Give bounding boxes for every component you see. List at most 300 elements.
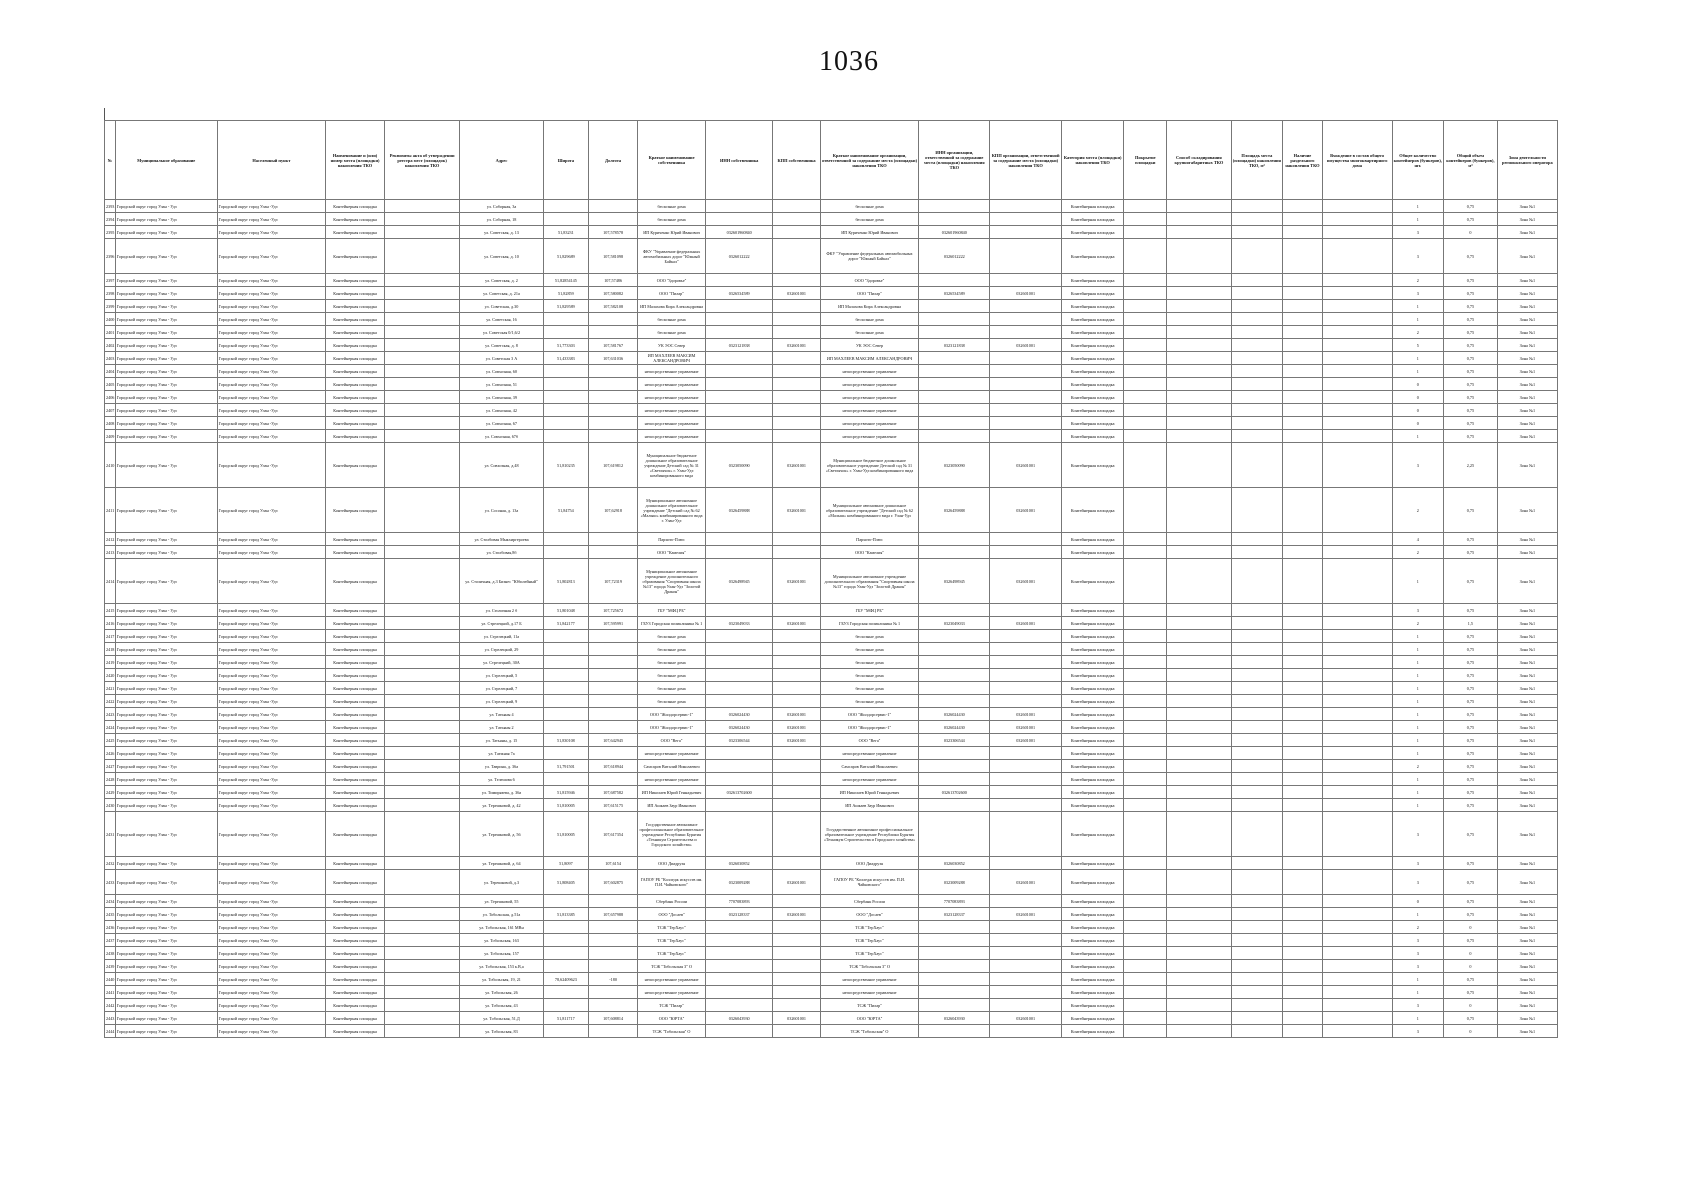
table-cell: 78,62409623: [543, 973, 588, 986]
table-cell: [1231, 786, 1283, 799]
table-cell: 0,75: [1444, 213, 1498, 226]
table-cell: 2: [1392, 760, 1444, 773]
column-header: Вхождение в состав общего имущества многоквартирного дома: [1322, 121, 1392, 200]
table-cell: [543, 656, 588, 669]
table-cell: [1167, 300, 1231, 313]
table-cell: 0,75: [1444, 239, 1498, 274]
table-cell: [1322, 200, 1392, 213]
table-cell: 032613702600: [919, 786, 990, 799]
table-cell: 0323050090: [919, 443, 990, 488]
table-cell: [385, 734, 460, 747]
table-cell: ГБУЗ Городская поликлиника № 1: [638, 617, 706, 630]
table-cell: [1322, 708, 1392, 721]
table-cell: 0323128337: [919, 908, 990, 921]
table-cell: Контейнерная площадка: [1062, 533, 1124, 546]
table-cell: Городской округ город Улан - Удэ: [115, 747, 217, 760]
table-cell: Контейнерная площадка: [326, 986, 385, 999]
table-cell: 1: [1392, 682, 1444, 695]
table-cell: [385, 986, 460, 999]
table-cell: [1322, 960, 1392, 973]
table-row: [105, 300, 1558, 313]
table-cell: [543, 960, 588, 973]
table-cell: 2395: [105, 226, 116, 239]
table-cell: Зона №1: [1497, 908, 1557, 921]
table-cell: ГАПОУ РБ "Колледж искусств им. П.И. Чайковского": [820, 870, 919, 895]
table-cell: Городской округ город Улан -Удэ: [217, 391, 325, 404]
table-cell: [1283, 274, 1323, 287]
table-cell: [1124, 430, 1167, 443]
table-cell: Городской округ город Улан - Удэ: [115, 921, 217, 934]
table-cell: [385, 812, 460, 857]
table-cell: [1231, 313, 1283, 326]
table-cell: [773, 546, 820, 559]
table-cell: ул. Стрелецкий, 9: [460, 695, 544, 708]
table-cell: [1231, 947, 1283, 960]
table-row: [105, 857, 1558, 870]
table-cell: Зона №1: [1497, 747, 1557, 760]
table-cell: 0,75: [1444, 313, 1498, 326]
table-cell: Контейнерная площадка: [326, 895, 385, 908]
table-cell: ООО "Жилдорсервис-1": [820, 708, 919, 721]
table-cell: Городской округ город Улан -Удэ: [217, 617, 325, 630]
table-cell: 4: [1392, 533, 1444, 546]
table-cell: 0,75: [1444, 682, 1498, 695]
table-cell: 0323121838: [705, 339, 773, 352]
table-cell: Городской округ город Улан -Удэ: [217, 669, 325, 682]
table-cell: [1231, 617, 1283, 630]
table-cell: [1322, 430, 1392, 443]
table-cell: Контейнерная площадка: [1062, 443, 1124, 488]
table-cell: 107,615175: [588, 799, 637, 812]
table-cell: [1231, 934, 1283, 947]
table-cell: [1322, 352, 1392, 365]
table-cell: 0,75: [1444, 786, 1498, 799]
table-cell: [1322, 747, 1392, 760]
table-cell: [1283, 960, 1323, 973]
table-cell: [1167, 274, 1231, 287]
table-cell: [1124, 656, 1167, 669]
table-cell: [1322, 934, 1392, 947]
table-cell: Контейнерная площадка: [326, 934, 385, 947]
table-cell: [919, 921, 990, 934]
table-cell: [990, 960, 1062, 973]
table-cell: [1167, 391, 1231, 404]
table-cell: 0: [1444, 947, 1498, 960]
table-cell: [1283, 287, 1323, 300]
table-cell: [385, 488, 460, 533]
table-cell: 2409: [105, 430, 116, 443]
table-cell: [1283, 546, 1323, 559]
table-cell: [1124, 1012, 1167, 1025]
table-cell: [385, 339, 460, 352]
table-cell: [1124, 533, 1167, 546]
table-cell: Городской округ город Улан - Удэ: [115, 947, 217, 960]
table-row: [105, 533, 1558, 546]
table-cell: Городской округ город Улан -Удэ: [217, 947, 325, 960]
table-cell: 2: [1392, 326, 1444, 339]
table-cell: 0,75: [1444, 734, 1498, 747]
table-cell: 1: [1392, 213, 1444, 226]
table-cell: ТСЖ "ТерХаус": [820, 921, 919, 934]
table-cell: [543, 313, 588, 326]
table-cell: [543, 391, 588, 404]
table-cell: [1322, 378, 1392, 391]
table-cell: [1322, 908, 1392, 921]
table-cell: непосредственное управление: [638, 986, 706, 999]
table-cell: 107,617354: [588, 812, 637, 857]
table-cell: 2399: [105, 300, 116, 313]
table-cell: [773, 812, 820, 857]
table-row: [105, 326, 1558, 339]
table-cell: Зона №1: [1497, 895, 1557, 908]
table-cell: [1124, 443, 1167, 488]
table-cell: [385, 546, 460, 559]
table-cell: Зона №1: [1497, 617, 1557, 630]
table-cell: 032601001: [773, 1012, 820, 1025]
table-cell: [990, 812, 1062, 857]
table-cell: [1322, 986, 1392, 999]
table-cell: Городской округ город Улан - Удэ: [115, 773, 217, 786]
table-cell: Городской округ город Улан - Удэ: [115, 533, 217, 546]
table-cell: ИП Малахова Кира Александровна: [820, 300, 919, 313]
table-cell: [1231, 643, 1283, 656]
table-cell: Городской округ город Улан - Удэ: [115, 313, 217, 326]
table-cell: ТСЖ "Тобольская" О: [638, 1025, 706, 1038]
table-row: [105, 1025, 1558, 1038]
table-cell: ТСЖ "ТерХаус": [638, 947, 706, 960]
table-row: [105, 870, 1558, 895]
table-cell: ГБУ "МФЦ РБ": [820, 604, 919, 617]
table-cell: [1283, 378, 1323, 391]
table-cell: [773, 274, 820, 287]
table-cell: [1231, 656, 1283, 669]
table-cell: ул. Таежная 7а: [460, 747, 544, 760]
table-cell: 032601001: [990, 559, 1062, 604]
table-cell: [919, 213, 990, 226]
table-cell: непосредственное управление: [820, 417, 919, 430]
table-cell: непосредственное управление: [638, 378, 706, 391]
table-cell: [1231, 721, 1283, 734]
table-cell: 0,75: [1444, 760, 1498, 773]
column-header: Наименование и (или) номер места (площадки) накопления ТКО: [326, 121, 385, 200]
table-cell: [385, 352, 460, 365]
table-cell: Контейнерная площадка: [326, 721, 385, 734]
table-cell: Городской округ город Улан -Удэ: [217, 721, 325, 734]
table-cell: бесхозные дома: [820, 695, 919, 708]
table-cell: [705, 669, 773, 682]
table-cell: [1231, 604, 1283, 617]
table-cell: [1167, 908, 1231, 921]
table-row: [105, 656, 1558, 669]
table-cell: [588, 313, 637, 326]
table-cell: Зона №1: [1497, 443, 1557, 488]
table-cell: [588, 747, 637, 760]
table-cell: ул. Соборная, 18: [460, 213, 544, 226]
table-cell: [385, 721, 460, 734]
table-cell: Зона №1: [1497, 404, 1557, 417]
table-cell: ГАПОУ РБ "Колледж искусств им. П.И. Чайковского": [638, 870, 706, 895]
table-cell: [385, 773, 460, 786]
table-cell: 0: [1444, 999, 1498, 1012]
table-cell: Контейнерная площадка: [326, 799, 385, 812]
table-cell: Контейнерная площадка: [326, 274, 385, 287]
table-cell: [1167, 430, 1231, 443]
table-cell: ул. Телешова 6: [460, 773, 544, 786]
table-cell: [1124, 934, 1167, 947]
table-cell: [773, 604, 820, 617]
table-cell: [588, 417, 637, 430]
table-cell: Городской округ город Улан - Удэ: [115, 760, 217, 773]
table-cell: непосредственное управление: [820, 430, 919, 443]
table-cell: [1124, 999, 1167, 1012]
table-cell: [1124, 708, 1167, 721]
table-cell: 0,75: [1444, 352, 1498, 365]
table-cell: [1167, 559, 1231, 604]
table-cell: Контейнерная площадка: [326, 391, 385, 404]
table-cell: ул. Стрелецкий, 29: [460, 643, 544, 656]
table-cell: 107,580082: [588, 287, 637, 300]
table-cell: Контейнерная площадка: [326, 708, 385, 721]
table-cell: Зона №1: [1497, 960, 1557, 973]
table-cell: [1283, 239, 1323, 274]
table-cell: [385, 365, 460, 378]
table-cell: Муниципальное автономное учреждение дополнительного образования "Спортивная школа №13" города Улан-Удэ "Золотой Дракон": [820, 559, 919, 604]
table-cell: [1167, 734, 1231, 747]
table-cell: [1231, 870, 1283, 895]
table-cell: [1124, 239, 1167, 274]
table-cell: Контейнерная площадка: [1062, 404, 1124, 417]
table-cell: [1231, 365, 1283, 378]
table-cell: [705, 921, 773, 934]
table-cell: [1283, 734, 1323, 747]
table-cell: [1167, 934, 1231, 947]
column-header: Покрытие площадки: [1124, 121, 1167, 200]
table-cell: [919, 760, 990, 773]
table-cell: [385, 417, 460, 430]
table-cell: [588, 669, 637, 682]
table-cell: Городской округ город Улан - Удэ: [115, 430, 217, 443]
table-cell: 107,657988: [588, 908, 637, 921]
table-cell: 0,75: [1444, 287, 1498, 300]
table-cell: [1124, 760, 1167, 773]
table-cell: 032601001: [990, 443, 1062, 488]
table-cell: Контейнерная площадка: [326, 226, 385, 239]
table-cell: [1167, 870, 1231, 895]
table-cell: непосредственное управление: [638, 417, 706, 430]
table-cell: 0326024430: [919, 721, 990, 734]
table-cell: ул. Столичная, д.3 Бизнес "Юбилейный": [460, 559, 544, 604]
table-cell: 3: [1392, 960, 1444, 973]
table-cell: Зона №1: [1497, 604, 1557, 617]
table-cell: 0: [1392, 378, 1444, 391]
table-cell: 2412: [105, 533, 116, 546]
table-cell: [588, 921, 637, 934]
table-cell: [1283, 533, 1323, 546]
table-row: [105, 604, 1558, 617]
table-cell: [919, 934, 990, 947]
table-cell: Зона №1: [1497, 417, 1557, 430]
table-cell: [1167, 417, 1231, 430]
table-cell: [1283, 986, 1323, 999]
table-cell: [1167, 973, 1231, 986]
table-cell: непосредственное управление: [820, 773, 919, 786]
table-cell: Контейнерная площадка: [326, 378, 385, 391]
table-cell: [1231, 443, 1283, 488]
table-cell: [773, 947, 820, 960]
table-cell: [990, 326, 1062, 339]
table-cell: Контейнерная площадка: [326, 973, 385, 986]
table-cell: [543, 1025, 588, 1038]
table-cell: [773, 921, 820, 934]
table-cell: [1231, 378, 1283, 391]
table-cell: [705, 200, 773, 213]
table-cell: [543, 417, 588, 430]
table-cell: 2435: [105, 908, 116, 921]
table-row: [105, 488, 1558, 533]
column-header: Площадь места (площадки) накопления ТКО, м²: [1231, 121, 1283, 200]
table-cell: [705, 604, 773, 617]
table-cell: [385, 213, 460, 226]
table-cell: [1322, 274, 1392, 287]
table-cell: Контейнерная площадка: [326, 908, 385, 921]
table-cell: [1167, 287, 1231, 300]
table-cell: [1167, 326, 1231, 339]
table-cell: [1231, 404, 1283, 417]
table-cell: [588, 630, 637, 643]
table-cell: [543, 213, 588, 226]
table-cell: [1167, 695, 1231, 708]
table-cell: ООО "Камелия": [638, 546, 706, 559]
table-cell: ул. Тобольская, 19, 21: [460, 973, 544, 986]
table-cell: Городской округ город Улан -Удэ: [217, 708, 325, 721]
table-cell: Контейнерная площадка: [1062, 669, 1124, 682]
table-cell: 2429: [105, 786, 116, 799]
table-cell: Контейнерная площадка: [326, 682, 385, 695]
table-cell: ИП МАХЛЕЕВ МАКСИМ АЛЕКСАНДРОВИЧ: [638, 352, 706, 365]
table-cell: Зона №1: [1497, 643, 1557, 656]
table-cell: [1322, 973, 1392, 986]
table-cell: [1283, 617, 1323, 630]
table-cell: [773, 226, 820, 239]
table-cell: [1231, 630, 1283, 643]
table-cell: Городской округ город Улан -Удэ: [217, 908, 325, 921]
table-cell: Контейнерная площадка: [1062, 799, 1124, 812]
table-cell: [1124, 313, 1167, 326]
table-cell: 1: [1392, 1012, 1444, 1025]
table-cell: Городской округ город Улан - Удэ: [115, 986, 217, 999]
table-cell: [1231, 960, 1283, 973]
table-cell: Городской округ город Улан - Удэ: [115, 617, 217, 630]
table-cell: Контейнерная площадка: [1062, 747, 1124, 760]
header-row: [105, 121, 1558, 200]
table-cell: 2: [1392, 921, 1444, 934]
table-cell: [588, 365, 637, 378]
table-cell: Контейнерная площадка: [326, 643, 385, 656]
table-cell: [773, 857, 820, 870]
table-cell: [1283, 604, 1323, 617]
table-cell: Контейнерная площадка: [1062, 656, 1124, 669]
table-cell: [1322, 313, 1392, 326]
table-cell: Городской округ город Улан - Удэ: [115, 895, 217, 908]
table-cell: Контейнерная площадка: [1062, 947, 1124, 960]
table-cell: 2420: [105, 669, 116, 682]
table-cell: 2408: [105, 417, 116, 430]
table-cell: 1: [1392, 559, 1444, 604]
table-cell: Городской округ город Улан -Удэ: [217, 404, 325, 417]
table-cell: [705, 630, 773, 643]
table-cell: [919, 747, 990, 760]
table-cell: 0326030852: [919, 857, 990, 870]
table-cell: [588, 986, 637, 999]
table-cell: [1124, 1025, 1167, 1038]
table-cell: [385, 799, 460, 812]
table-cell: 2437: [105, 934, 116, 947]
table-cell: [1231, 488, 1283, 533]
table-cell: ул. Совхозная, 51: [460, 378, 544, 391]
table-cell: 2431: [105, 812, 116, 857]
table-cell: 032601001: [773, 559, 820, 604]
table-cell: [1124, 546, 1167, 559]
table-cell: [1283, 947, 1323, 960]
table-cell: 0,75: [1444, 773, 1498, 786]
table-cell: [1283, 417, 1323, 430]
table-cell: Городской округ город Улан - Удэ: [115, 630, 217, 643]
table-cell: Городской округ город Улан -Удэ: [217, 934, 325, 947]
table-cell: 3: [1392, 947, 1444, 960]
table-cell: 2410: [105, 443, 116, 488]
table-cell: Городской округ город Улан -Удэ: [217, 999, 325, 1012]
table-cell: 107,618944: [588, 760, 637, 773]
table-cell: [1124, 300, 1167, 313]
table-cell: [773, 630, 820, 643]
table-cell: 0323050090: [705, 443, 773, 488]
table-cell: [1283, 857, 1323, 870]
table-cell: [1124, 921, 1167, 934]
table-cell: 0,75: [1444, 973, 1498, 986]
column-header: Общий объем контейнеров (бункеров), м³: [1444, 121, 1498, 200]
table-cell: [1231, 213, 1283, 226]
table-cell: 032601001: [990, 617, 1062, 630]
table-cell: [1322, 656, 1392, 669]
table-cell: [385, 708, 460, 721]
table-cell: [1231, 986, 1283, 999]
table-cell: Контейнерная площадка: [1062, 812, 1124, 857]
table-cell: 0326012222: [919, 239, 990, 274]
table-cell: Городской округ город Улан - Удэ: [115, 973, 217, 986]
table-cell: [588, 682, 637, 695]
table-cell: 1: [1392, 986, 1444, 999]
table-cell: Зона №1: [1497, 559, 1557, 604]
table-cell: Самсаров Виталий Николаевич: [638, 760, 706, 773]
table-cell: 0,75: [1444, 378, 1498, 391]
table-cell: 1: [1392, 708, 1444, 721]
table-cell: Городской округ город Улан -Удэ: [217, 300, 325, 313]
table-cell: Муниципальное автономное дошкольное образовательное учреждение "Детский сад № 62 «Малыш» комбинированного вида г. Улан-Удэ: [638, 488, 706, 533]
table-cell: Городской округ город Улан - Удэ: [115, 326, 217, 339]
table-cell: ул. Тобольская, 157: [460, 947, 544, 960]
table-cell: [1322, 300, 1392, 313]
table-cell: Контейнерная площадка: [326, 960, 385, 973]
table-cell: [1124, 488, 1167, 533]
table-cell: [1322, 443, 1392, 488]
table-cell: ул. Тобольская, 26: [460, 986, 544, 999]
table-cell: [1322, 630, 1392, 643]
table-cell: Городской округ город Улан -Удэ: [217, 378, 325, 391]
table-cell: ул. Терешковой, д. 64: [460, 857, 544, 870]
table-cell: ул. Терешковой, д. 42: [460, 799, 544, 812]
table-cell: [773, 239, 820, 274]
table-cell: [1167, 404, 1231, 417]
